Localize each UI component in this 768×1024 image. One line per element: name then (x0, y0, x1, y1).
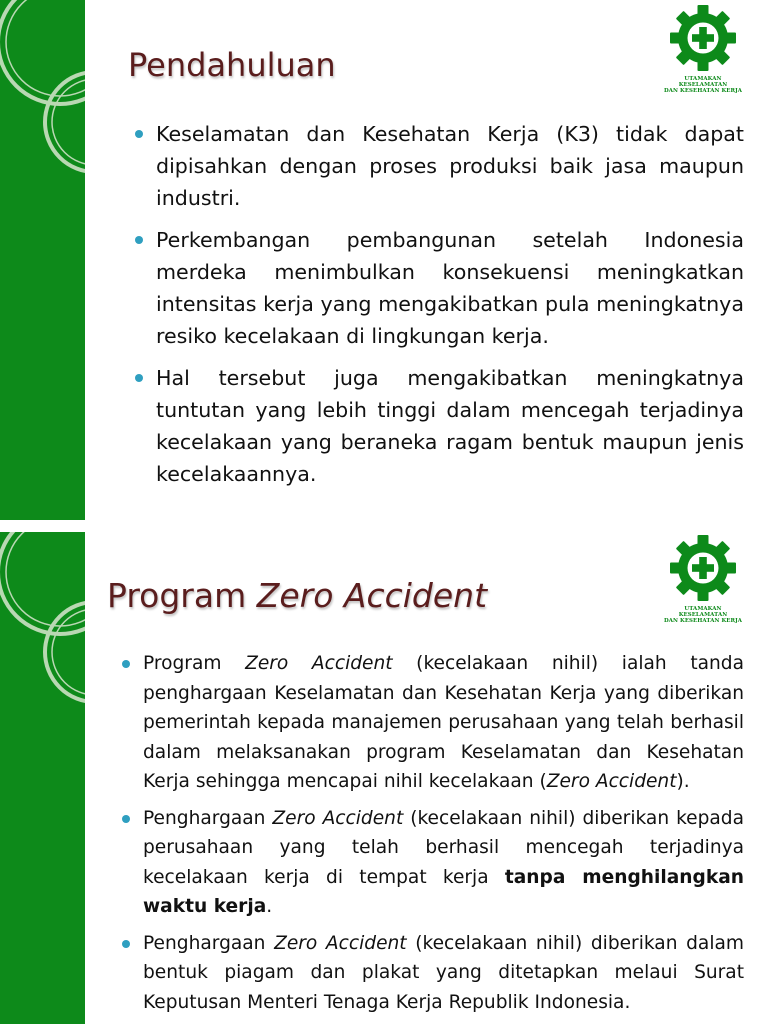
emphasis: Zero Accident (546, 771, 677, 792)
green-side-band (0, 0, 85, 520)
text: ). (676, 771, 690, 792)
bullet-item: Perkembangan pembangunan setelah Indonesia merdeka menimbulkan konsekuensi meningkatkan intensitas kerja yang mengakibatkan pula meningkatnya resiko kecelakaan di lingkungan kerja. (132, 224, 744, 352)
logo-caption (662, 76, 744, 95)
text: (kecelakaan nihil) ialah tanda penghargaan Keselamatan dan Kesehatan Kerja yang diberikan pemerintah kepada manajemen perusahaan yang telah berhasil dalam melaksanakan program Keselamatan dan Kesehatan Kerja sehingga mencapai nihil kecelakaan ( (143, 653, 744, 792)
text: . (266, 896, 273, 917)
text: Penghargaan (143, 807, 273, 829)
pendahuluan-bullet-list (132, 118, 744, 500)
k3-gear-cross-icon (669, 4, 737, 72)
logo-caption-line-1: UTAMAKAN KESELAMATAN (678, 606, 728, 619)
bullet-item (119, 929, 744, 1018)
emphasis: Zero Accident (245, 653, 393, 674)
green-side-band (0, 532, 85, 1024)
slide-gap (0, 520, 768, 532)
bullet-item (119, 804, 744, 922)
bullet-item (119, 649, 744, 797)
logo-caption-line-2: DAN KESEHATAN KERJA (663, 618, 743, 625)
text: Program (143, 653, 246, 674)
k3-logo (662, 4, 744, 95)
bullet-item: Keselamatan dan Kesehatan Kerja (K3) tidak dapat dipisahkan dengan proses produksi baik jasa maupun industri. (132, 118, 744, 214)
text: Penghargaan (143, 932, 275, 954)
logo-caption (662, 606, 744, 625)
k3-gear-cross-icon (669, 534, 737, 602)
title-prefix: Program (107, 576, 257, 615)
bold-text: tanpa menghilangkan waktu kerja (143, 866, 744, 917)
decorative-rings (0, 532, 85, 1024)
text: (kecelakaan nihil) diberikan kepada perusahaan yang telah berhasil mencegah terjadinya kecelakaan kerja di tempat kerja (143, 807, 745, 888)
text: (kecelakaan nihil) diberikan dalam bentuk piagam dan plakat yang ditetapkan melaui Surat Keputusan Menteri Tenaga Kerja Republik Indonesia. (143, 932, 744, 1013)
bullet-item: Hal tersebut juga mengakibatkan meningkatnya tuntutan yang lebih tinggi dalam mencegah terjadinya kecelakaan yang beraneka ragam bentuk maupun jenis kecelakaannya. (132, 362, 744, 490)
slide-title-zero-accident (107, 576, 487, 615)
decorative-rings (0, 0, 85, 520)
slide-title-pendahuluan: Pendahuluan (128, 46, 336, 84)
logo-caption-line-1: UTAMAKAN KESELAMATAN (678, 76, 728, 89)
k3-logo (662, 534, 744, 625)
emphasis: Zero Accident (272, 807, 404, 829)
title-italic: Zero Accident (256, 576, 488, 615)
logo-caption-line-2: DAN KESEHATAN KERJA (663, 88, 743, 95)
emphasis: Zero Accident (274, 932, 407, 954)
zero-accident-bullet-list (119, 649, 744, 1024)
